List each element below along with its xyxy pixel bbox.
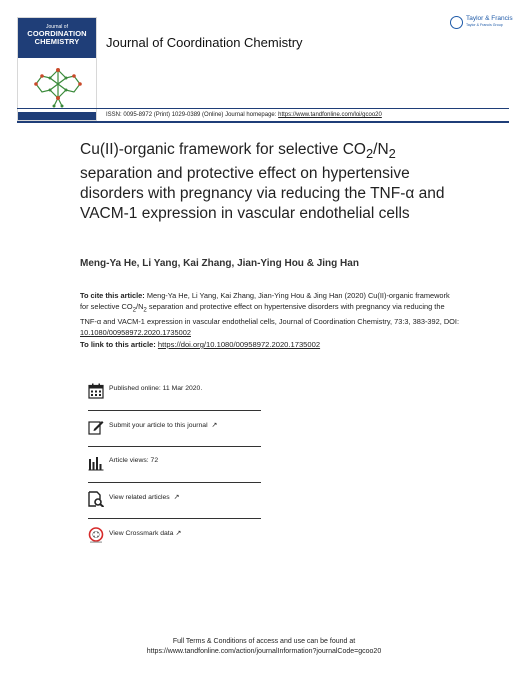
- article-views-row: [88, 446, 261, 480]
- article-title: [80, 140, 450, 224]
- page-footer: [0, 637, 528, 657]
- external-link-icon: ↗: [173, 494, 180, 501]
- publisher-name: Taylor & Francis: [466, 15, 513, 22]
- related-articles-icon: [88, 491, 104, 507]
- header-rule-bottom: [17, 121, 509, 123]
- title-part3: separation and protective effect on hypertensive disorders with pregnancy via reducing the TNF-α and VACM-1 expression in vascular endothelial cells: [80, 165, 445, 223]
- citation-text-3: separation and protective effect on hypertensive disorders with pregnancy via reducing the TNF-α and VACM-1 expression in vascular endothelial cells, Journal of Coordination Chemistry, 73:3, 383-392, DOI:: [80, 302, 460, 327]
- citation-text-1: Meng-Ya He, Li Yang, Kai Zhang, Jian-Ying Hou & Jing Han (2020) Cu(II)-organic framework for selective CO: [80, 291, 450, 312]
- cover-footer-band: [18, 112, 96, 120]
- title-part2: /N: [373, 141, 389, 158]
- calendar-icon: [88, 383, 104, 399]
- title-subscript-1: 2: [365, 146, 374, 162]
- footer-line1: Full Terms & Conditions of access and use can be found at: [172, 638, 356, 645]
- crossmark-link[interactable]: [109, 529, 181, 537]
- footer-terms-link[interactable]: https://www.tandfonline.com/action/journalInformation?journalCode=gcoo20: [146, 648, 382, 655]
- article-link-label: To link to this article:: [80, 340, 158, 349]
- citation-block: [80, 290, 460, 339]
- article-views-text: Article views: 72: [109, 457, 159, 464]
- citation-doi-link[interactable]: 10.1080/00958972.2020.1735002: [80, 328, 191, 338]
- submit-article-link[interactable]: [109, 421, 217, 429]
- citation-label: To cite this article:: [80, 291, 147, 300]
- publisher-logo-icon: [450, 16, 463, 29]
- citation-subscript-2: 2: [143, 306, 147, 314]
- external-link-icon: ↗: [175, 530, 182, 537]
- related-articles-row[interactable]: [88, 482, 261, 516]
- crossmark-text: View Crossmark data: [109, 530, 174, 537]
- crossmark-row[interactable]: [88, 518, 261, 552]
- journal-name[interactable]: Journal of Coordination Chemistry: [106, 35, 303, 50]
- published-online-text: Published online: 11 Mar 2020.: [109, 385, 203, 392]
- submit-article-text: Submit your article to this journal: [109, 422, 210, 429]
- edit-icon: [88, 419, 104, 435]
- journal-cover: [17, 17, 97, 121]
- cover-molecule-image: [28, 66, 88, 110]
- publisher-tagline: Taylor & Francis Group: [466, 23, 503, 27]
- related-articles-link[interactable]: [109, 493, 179, 501]
- article-link-line: [80, 340, 320, 349]
- title-part1: Cu(II)-organic framework for selective CO: [80, 141, 366, 158]
- article-authors: Meng-Ya He, Li Yang, Kai Zhang, Jian-Ying Hou & Jing Han: [80, 258, 359, 269]
- cover-title-line2: CHEMISTRY: [34, 37, 80, 46]
- published-online-row: [88, 374, 261, 408]
- citation-text-2: /N: [136, 302, 144, 312]
- issn-text: ISSN: 0095-8972 (Print) 1029-0389 (Online) Journal homepage:: [106, 112, 279, 118]
- article-doi-link[interactable]: https://doi.org/10.1080/00958972.2020.1735002: [157, 340, 321, 349]
- citation-subscript-1: 2: [132, 306, 137, 314]
- header-rule-top: [17, 108, 509, 109]
- crossmark-icon: [88, 527, 104, 543]
- external-link-icon: ↗: [211, 422, 218, 429]
- cover-small-text: Journal of: [46, 24, 68, 30]
- issn-line: [106, 112, 382, 118]
- title-subscript-2: 2: [388, 146, 396, 162]
- bar-chart-icon: [88, 455, 104, 471]
- submit-article-row[interactable]: [88, 410, 261, 444]
- cover-title-line1: COORDINATION: [27, 29, 87, 38]
- journal-homepage-link[interactable]: https://www.tandfonline.com/loi/gcoo20: [278, 112, 382, 118]
- related-articles-text: View related articles: [109, 494, 172, 501]
- publisher-logo[interactable]: [450, 14, 520, 36]
- cover-band: [18, 18, 96, 58]
